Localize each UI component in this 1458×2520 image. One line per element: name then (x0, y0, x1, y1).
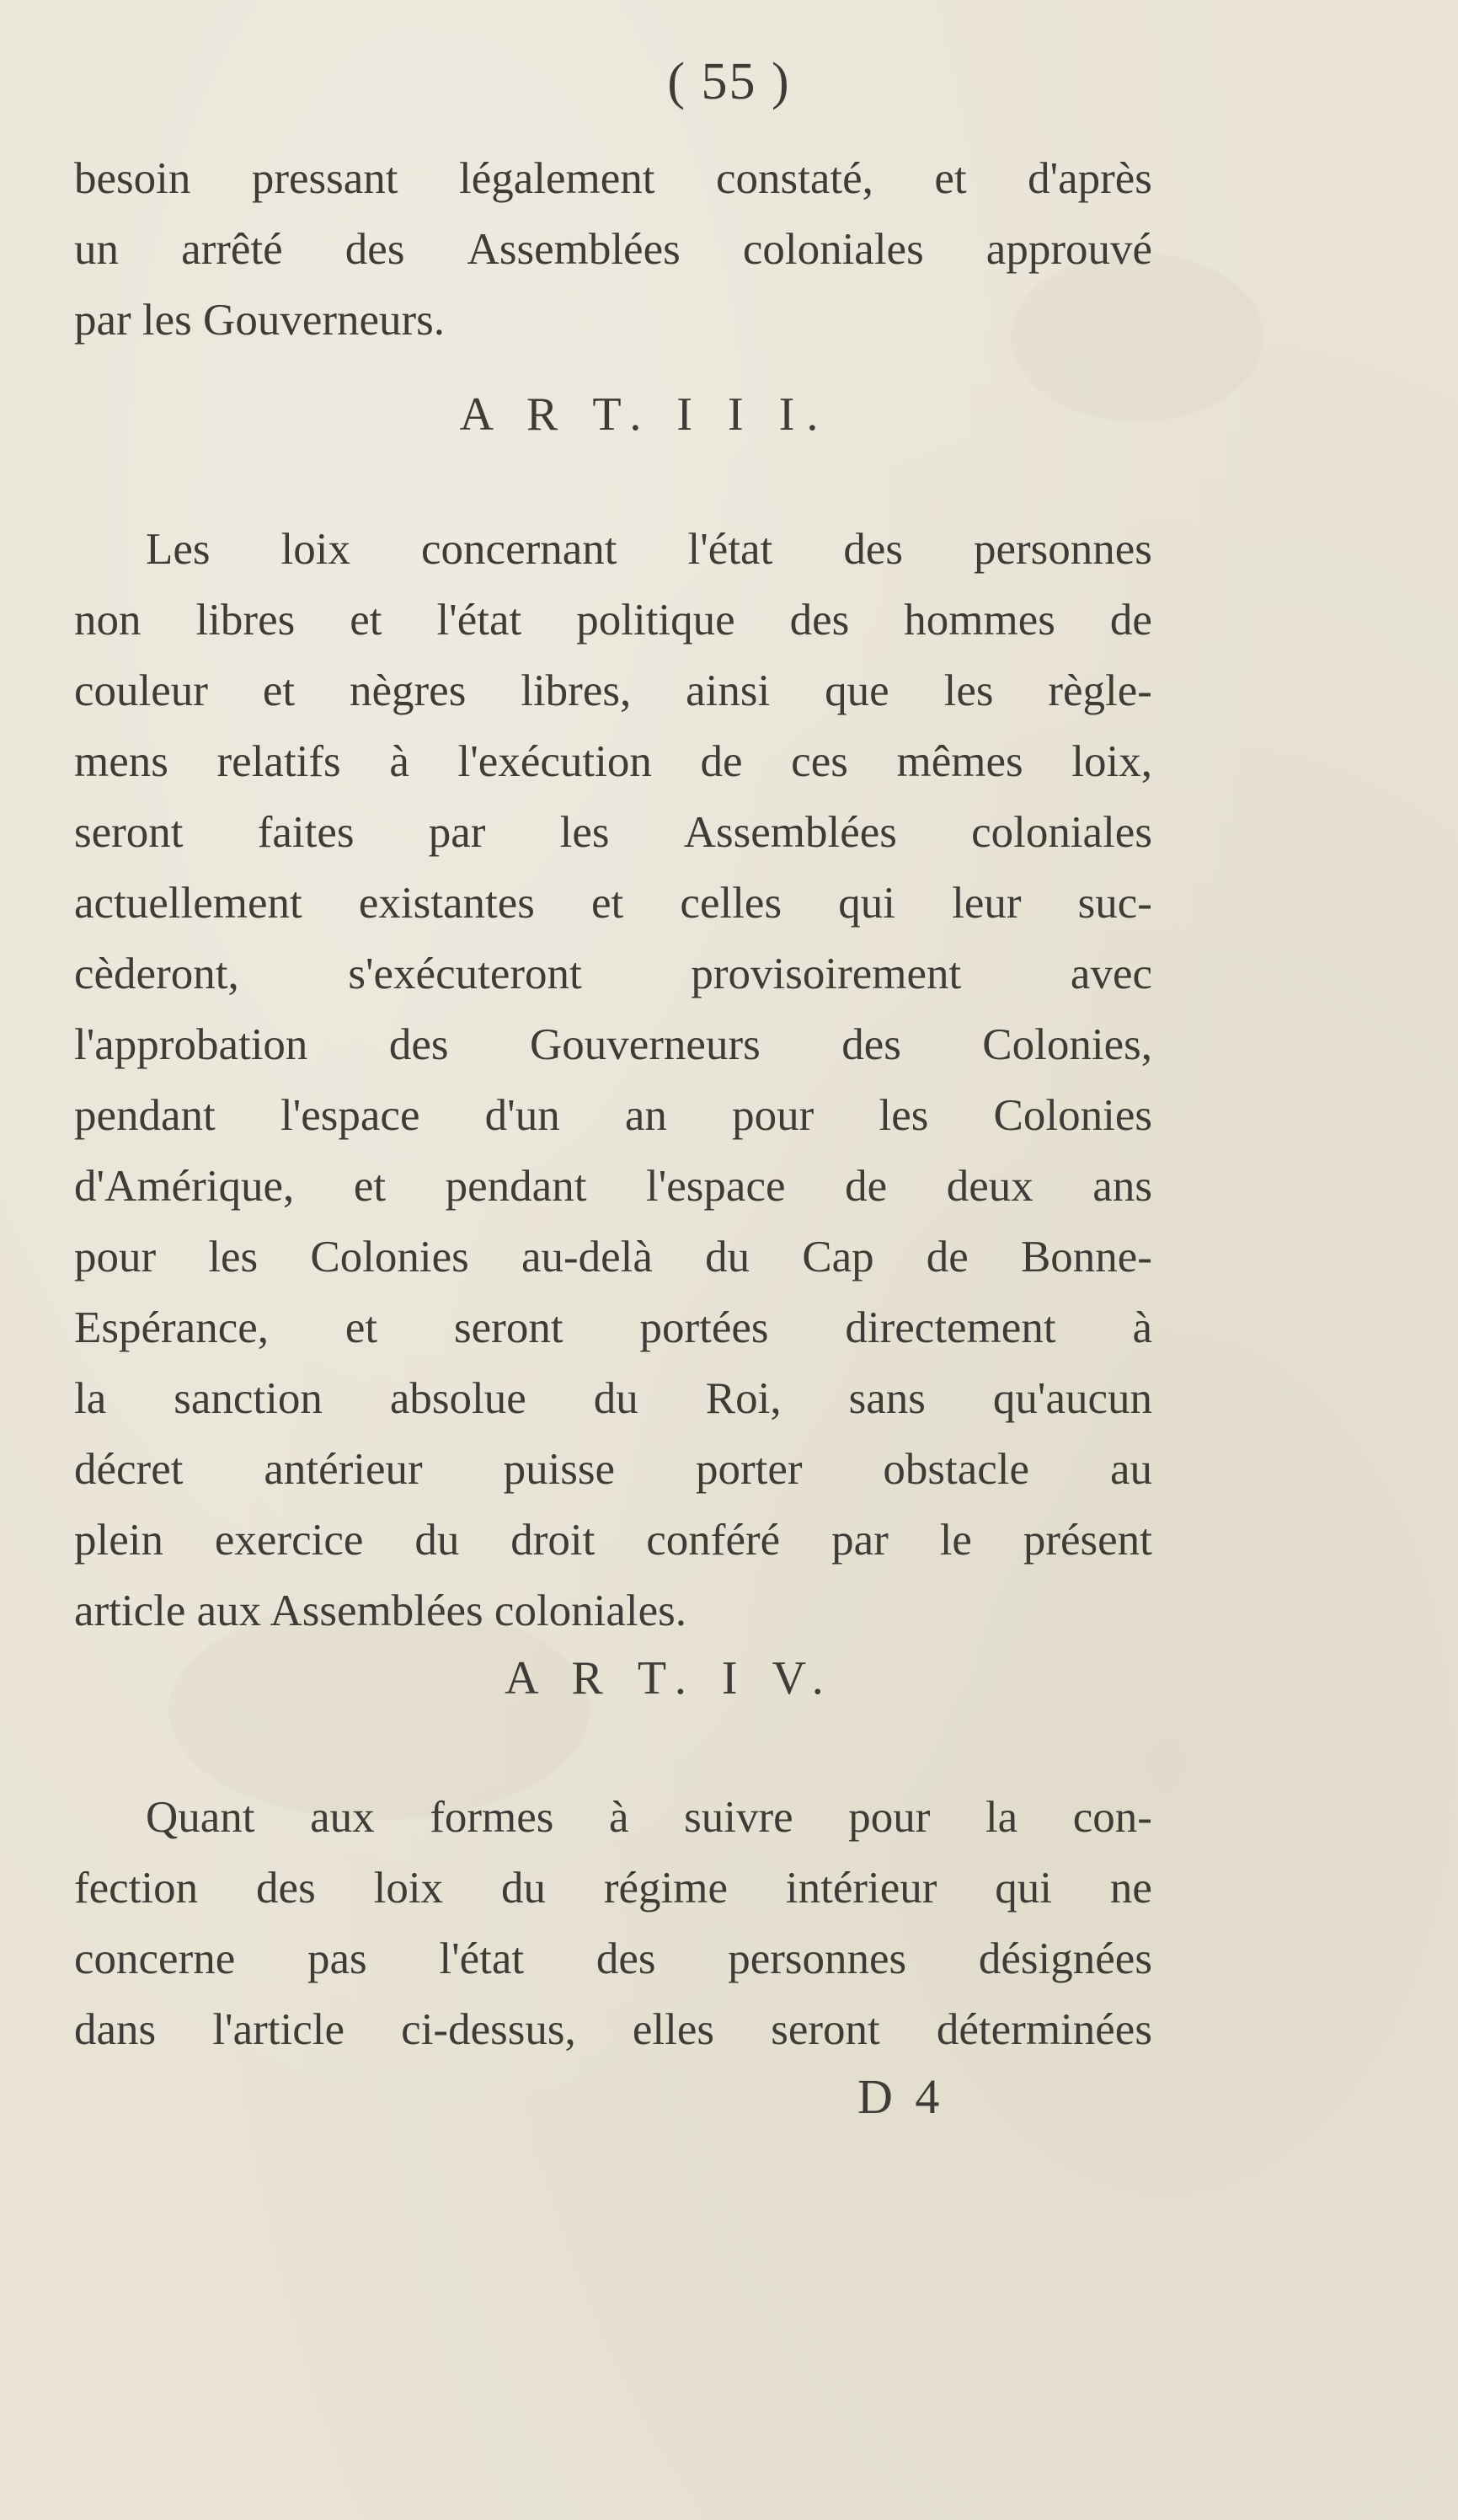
word: elles (632, 2005, 715, 2054)
text-line (74, 1434, 1152, 1505)
word: pressant (251, 154, 398, 203)
word: absolue (389, 1374, 526, 1423)
word: Gouverneurs (529, 1020, 761, 1069)
word: de (845, 1162, 888, 1211)
word: et (353, 1162, 387, 1211)
word: pour (848, 1793, 931, 1842)
word: de (926, 1233, 969, 1281)
text-line (74, 1923, 1152, 1994)
text-line (74, 514, 1152, 585)
word: du (593, 1374, 638, 1423)
word: et (934, 154, 967, 203)
word: seront (454, 1303, 563, 1352)
word: sans (848, 1374, 926, 1423)
word: l'état (687, 525, 773, 574)
word: fection (74, 1864, 199, 1913)
word: leur (952, 879, 1022, 928)
word: le (939, 1516, 972, 1565)
word: ne (1109, 1864, 1152, 1913)
word: constaté, (715, 154, 873, 203)
word: personnes (973, 525, 1152, 574)
word: du (705, 1233, 750, 1281)
word: obstacle (883, 1445, 1030, 1494)
word: deux (946, 1162, 1033, 1211)
word: pour (732, 1091, 814, 1140)
word: du (500, 1864, 546, 1913)
word: dans (74, 2005, 157, 2054)
word: l'espace (646, 1162, 786, 1211)
word: hommes (904, 596, 1055, 645)
word: con- (1072, 1793, 1152, 1842)
word: et (262, 666, 296, 715)
text-line (74, 143, 1152, 214)
word: présent (1023, 1516, 1152, 1565)
word: pendant (74, 1091, 216, 1140)
word: à (608, 1793, 629, 1842)
text-line (74, 655, 1152, 726)
paragraph-3 (74, 1782, 1152, 2065)
text-line (74, 214, 1152, 285)
text-line (74, 1505, 1152, 1576)
word: par (831, 1516, 889, 1565)
word: et (344, 1303, 378, 1352)
word: déterminées (936, 2005, 1152, 2054)
word: puisse (503, 1445, 616, 1494)
word: des (789, 596, 850, 645)
word: nègres (350, 666, 467, 715)
word: actuellement (74, 879, 302, 928)
word: Colonies (310, 1233, 469, 1281)
word: régime (603, 1864, 728, 1913)
word: ans (1092, 1162, 1152, 1211)
word: et (350, 596, 382, 645)
word: coloniales (742, 225, 924, 274)
word: approuvé (985, 225, 1152, 274)
word: Quant (146, 1793, 255, 1842)
word: l'approbation (74, 1020, 308, 1069)
word: pendant (445, 1162, 587, 1211)
word: à (1132, 1303, 1152, 1352)
word: cèderont, (74, 950, 239, 998)
word: des (388, 1020, 449, 1069)
word: décret (74, 1445, 184, 1494)
word: besoin (74, 154, 191, 203)
word: seront (771, 2005, 880, 2054)
paragraph-1 (74, 143, 1152, 356)
word: Colonies, (982, 1020, 1152, 1069)
word: l'exécution (457, 737, 652, 786)
word: plein (74, 1516, 163, 1565)
word: règle- (1048, 666, 1152, 715)
word: faites (257, 808, 355, 857)
text-line (74, 868, 1152, 939)
line-text: par les Gouverneurs. (74, 296, 446, 345)
word: au (1109, 1445, 1152, 1494)
word: formes (430, 1793, 554, 1842)
word: suc- (1077, 879, 1152, 928)
word: Roi, (705, 1374, 782, 1423)
article-4-heading: A R T. I V. (505, 1652, 836, 1704)
word: sanction (174, 1374, 323, 1423)
word: Assemblées (683, 808, 897, 857)
word: de (1109, 596, 1152, 645)
word: ces (791, 737, 848, 786)
word: Espérance, (74, 1303, 269, 1352)
word: concerne (74, 1934, 236, 1983)
word: libres, (521, 666, 632, 715)
word: politique (576, 596, 735, 645)
word: loix (280, 525, 350, 574)
text-line (74, 1292, 1152, 1363)
text-line (74, 1853, 1152, 1923)
word: avec (1070, 950, 1152, 998)
word: de (700, 737, 743, 786)
word: l'état (436, 596, 522, 645)
paragraph-2 (74, 514, 1152, 1646)
text-line (74, 797, 1152, 868)
word: des (256, 1864, 316, 1913)
word: couleur (74, 666, 208, 715)
text-line (74, 1009, 1152, 1080)
word: porter (695, 1445, 803, 1494)
word: exercice (214, 1516, 364, 1565)
line-text: article aux Assemblées coloniales. (74, 1586, 687, 1635)
word: qui (838, 879, 895, 928)
word: par (428, 808, 486, 857)
word: que (825, 666, 889, 715)
word: les (559, 808, 610, 857)
word: conféré (646, 1516, 781, 1565)
word: ainsi (686, 666, 771, 715)
word: pas (307, 1934, 367, 1983)
word: du (414, 1516, 460, 1565)
word: seront (74, 808, 184, 857)
word: loix (373, 1864, 444, 1913)
word: concernant (421, 525, 617, 574)
word: intérieur (785, 1864, 937, 1913)
word: personnes (728, 1934, 907, 1983)
word: mens (74, 737, 168, 786)
word: des (595, 1934, 656, 1983)
word: arrêté (181, 225, 283, 274)
word: un (74, 225, 119, 274)
word: Bonne- (1020, 1233, 1152, 1281)
word: les (943, 666, 994, 715)
word: des (841, 1020, 901, 1069)
word: directement (845, 1303, 1056, 1352)
page-number: ( 55 ) (667, 53, 791, 110)
word: Colonies (993, 1091, 1152, 1140)
word: qu'aucun (992, 1374, 1152, 1423)
word: légalement (459, 154, 655, 203)
text-line (74, 1363, 1152, 1434)
word: celles (680, 879, 782, 928)
signature-mark: D 4 (857, 2069, 945, 2124)
word: s'exécuteront (348, 950, 582, 998)
text-line (74, 1576, 1152, 1646)
word: ci-dessus, (401, 2005, 576, 2054)
word: qui (995, 1864, 1053, 1913)
word: des (344, 225, 405, 274)
word: pour (74, 1233, 157, 1281)
word: portées (639, 1303, 769, 1352)
text-line (74, 1080, 1152, 1151)
word: relatifs (216, 737, 341, 786)
word: et (591, 879, 624, 928)
word: l'espace (280, 1091, 420, 1140)
word: Assemblées (467, 225, 681, 274)
word: provisoirement (691, 950, 962, 998)
word: libres (195, 596, 296, 645)
word: coloniales (971, 808, 1152, 857)
word: les (879, 1091, 929, 1140)
word: loix, (1071, 737, 1152, 786)
word: d'Amérique, (74, 1162, 295, 1211)
text-line (74, 726, 1152, 797)
word: désignées (978, 1934, 1152, 1983)
word: d'un (484, 1091, 560, 1140)
word: non (74, 596, 142, 645)
word: au-delà (521, 1233, 653, 1281)
word: d'après (1028, 154, 1152, 203)
word: Les (146, 525, 211, 574)
word: à (389, 737, 409, 786)
text-line (74, 1994, 1152, 2065)
word: l'article (212, 2005, 344, 2054)
word: droit (510, 1516, 595, 1565)
word: la (985, 1793, 1018, 1842)
word: suivre (684, 1793, 793, 1842)
word: existantes (358, 879, 535, 928)
word: antérieur (264, 1445, 423, 1494)
word: l'état (439, 1934, 525, 1983)
word: Cap (802, 1233, 874, 1281)
article-3-heading: A R T. I I I. (459, 388, 830, 441)
word: an (624, 1091, 667, 1140)
text-line (74, 1222, 1152, 1292)
text-line (74, 1782, 1152, 1853)
word: aux (310, 1793, 375, 1842)
text-line (74, 939, 1152, 1009)
text-line (74, 585, 1152, 655)
word: des (843, 525, 903, 574)
text-line (74, 285, 1152, 356)
word: les (208, 1233, 259, 1281)
text-line (74, 1151, 1152, 1222)
word: mêmes (896, 737, 1023, 786)
word: la (74, 1374, 107, 1423)
